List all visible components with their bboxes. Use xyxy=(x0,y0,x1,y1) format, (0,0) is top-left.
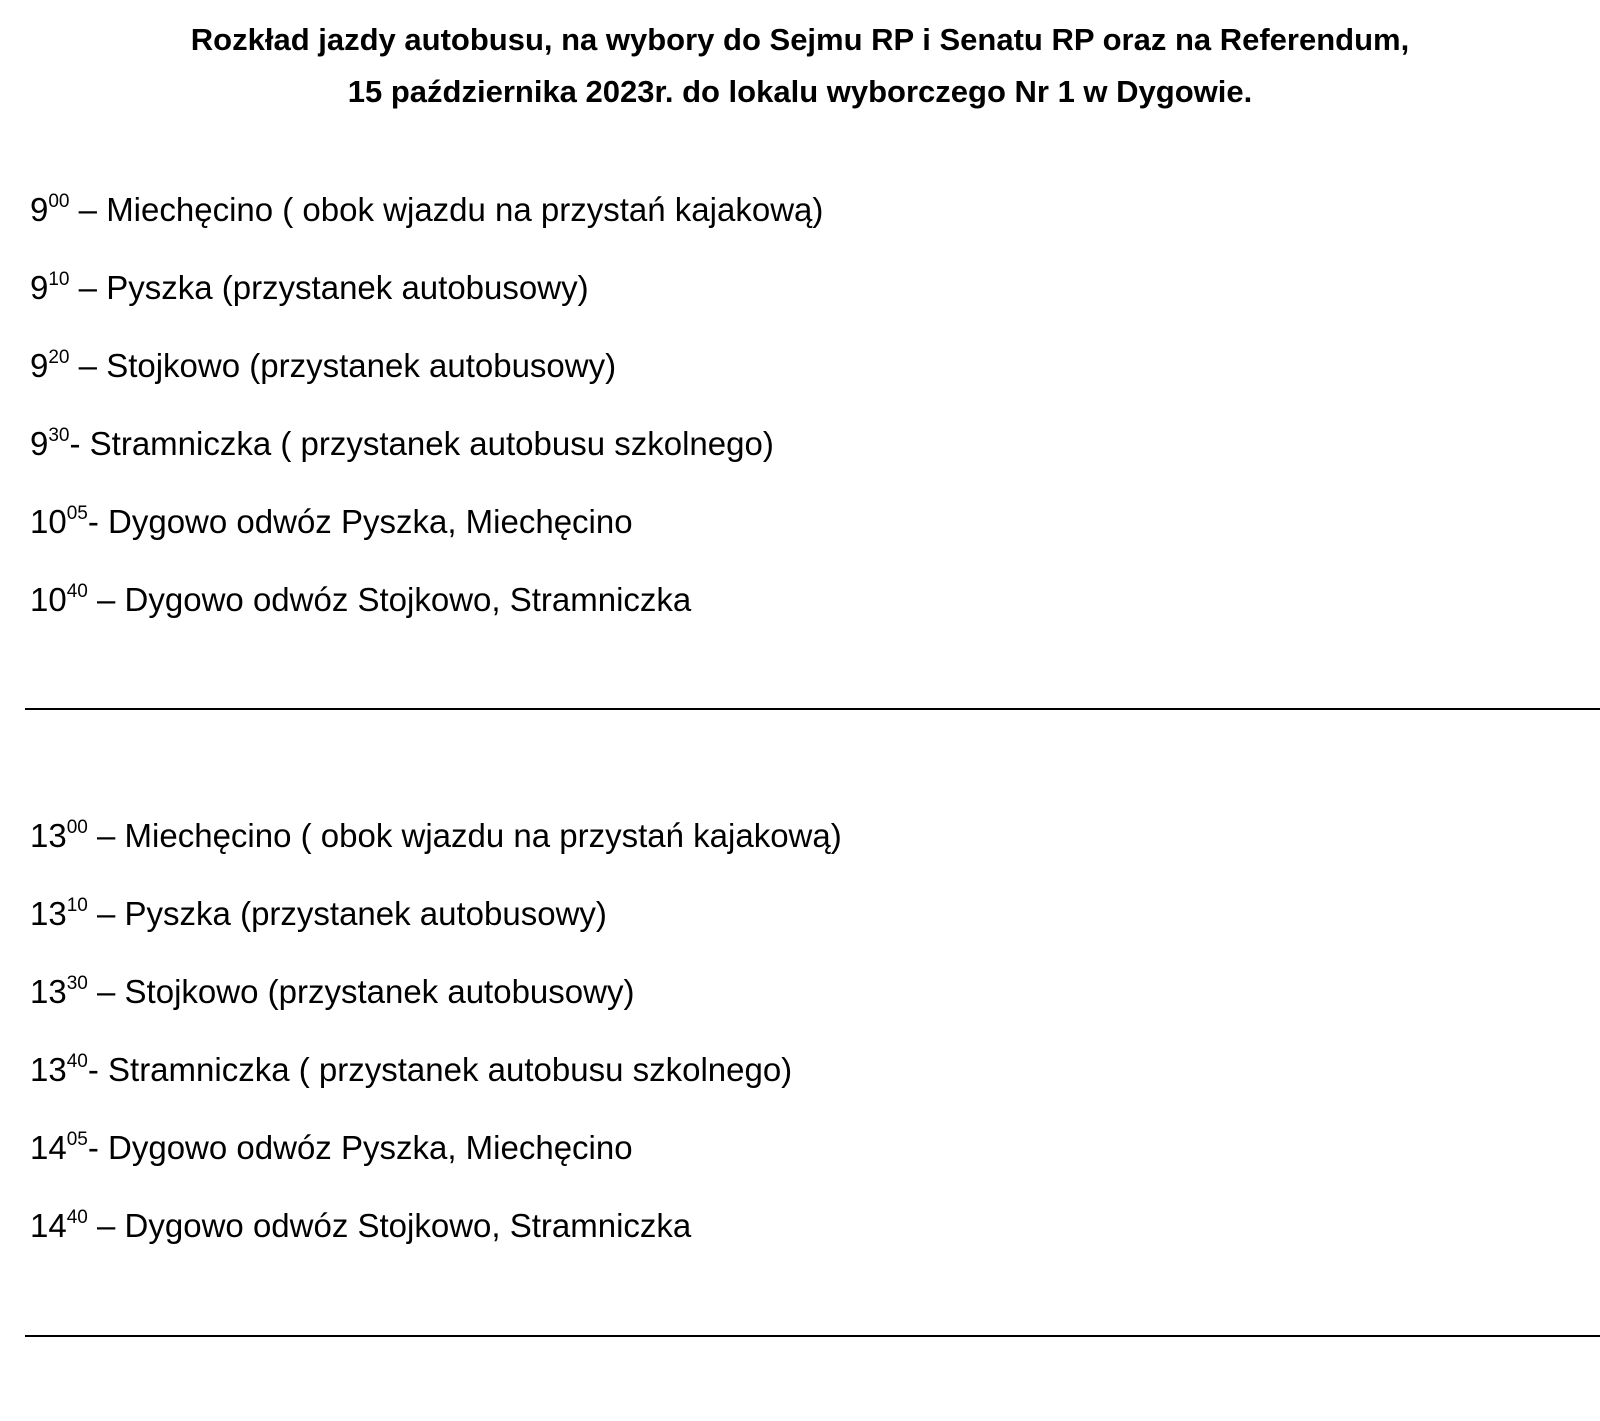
entry-text: – Dygowo odwóz Stojkowo, Stramniczka xyxy=(87,581,692,618)
entry-hour: 13 xyxy=(30,817,67,854)
schedule-entry xyxy=(30,966,1570,1044)
entry-hour: 13 xyxy=(30,895,67,932)
entry-hour: 10 xyxy=(30,503,67,540)
entry-hour: 14 xyxy=(30,1207,67,1244)
schedule-entry xyxy=(30,262,1570,340)
schedule-entry xyxy=(30,418,1570,496)
entry-text: - Dygowo odwóz Pyszka, Miechęcino xyxy=(87,503,633,540)
title-line-1: Rozkład jazdy autobusu, na wybory do Sejmu RP i Senatu RP oraz na Referendum, xyxy=(190,22,1410,57)
entry-text: – Pyszka (przystanek autobusowy) xyxy=(87,895,607,932)
entry-minute: 40 xyxy=(66,581,88,602)
entry-hour: 9 xyxy=(30,347,49,384)
entry-text: – Stojkowo (przystanek autobusowy) xyxy=(87,973,635,1010)
entry-text: – Stojkowo (przystanek autobusowy) xyxy=(69,347,617,384)
entry-hour: 10 xyxy=(30,581,67,618)
entry-hour: 14 xyxy=(30,1129,67,1166)
afternoon-schedule xyxy=(30,810,1570,1278)
entry-minute: 00 xyxy=(66,817,88,838)
schedule-entry xyxy=(30,888,1570,966)
schedule-entry xyxy=(30,1200,1570,1278)
document-title xyxy=(0,14,1600,118)
entry-minute: 10 xyxy=(66,895,88,916)
schedule-entry xyxy=(30,574,1570,652)
entry-minute: 05 xyxy=(66,1129,88,1150)
entry-text: - Dygowo odwóz Pyszka, Miechęcino xyxy=(87,1129,633,1166)
entry-hour: 9 xyxy=(30,191,49,228)
entry-minute: 10 xyxy=(48,269,70,290)
entry-minute: 40 xyxy=(66,1207,88,1228)
entry-text: - Stramniczka ( przystanek autobusu szkolnego) xyxy=(87,1051,793,1088)
entry-text: – Dygowo odwóz Stojkowo, Stramniczka xyxy=(87,1207,692,1244)
schedule-entry xyxy=(30,1044,1570,1122)
section-divider xyxy=(25,1335,1600,1337)
section-divider xyxy=(25,708,1600,710)
entry-text: – Pyszka (przystanek autobusowy) xyxy=(69,269,589,306)
title-line-2: 15 października 2023r. do lokalu wyborczego Nr 1 w Dygowie. xyxy=(347,74,1253,109)
schedule-entry xyxy=(30,340,1570,418)
morning-schedule xyxy=(30,184,1570,652)
entry-minute: 30 xyxy=(48,425,70,446)
schedule-entry xyxy=(30,810,1570,888)
schedule-entry xyxy=(30,1122,1570,1200)
entry-minute: 30 xyxy=(66,973,88,994)
entry-minute: 00 xyxy=(48,191,70,212)
entry-text: – Miechęcino ( obok wjazdu na przystań kajakową) xyxy=(87,817,842,854)
entry-hour: 9 xyxy=(30,269,49,306)
entry-minute: 05 xyxy=(66,503,88,524)
entry-hour: 13 xyxy=(30,1051,67,1088)
entry-hour: 9 xyxy=(30,425,49,462)
entry-text: – Miechęcino ( obok wjazdu na przystań kajakową) xyxy=(69,191,824,228)
entry-text: - Stramniczka ( przystanek autobusu szkolnego) xyxy=(69,425,774,462)
entry-minute: 40 xyxy=(66,1051,88,1072)
entry-minute: 20 xyxy=(48,347,70,368)
schedule-entry xyxy=(30,496,1570,574)
entry-hour: 13 xyxy=(30,973,67,1010)
schedule-entry xyxy=(30,184,1570,262)
